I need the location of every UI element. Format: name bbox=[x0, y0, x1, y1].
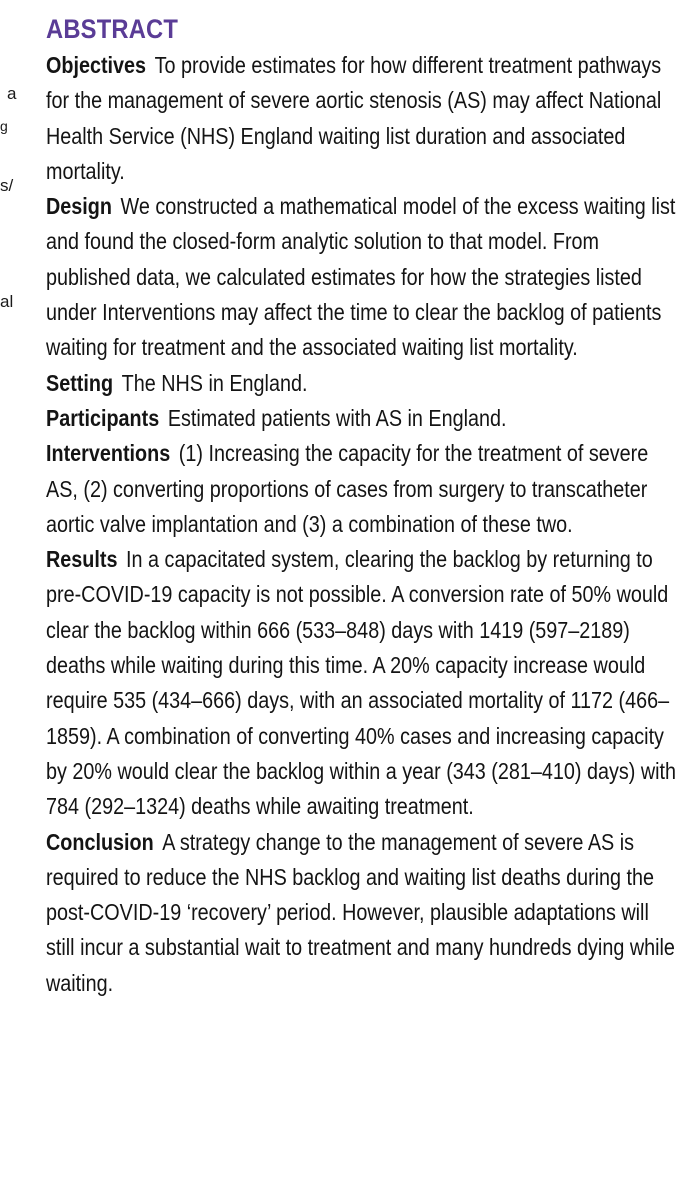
margin-fragment: a bbox=[7, 84, 17, 103]
section-text: In a capacitated system, clearing the backlog by returning to pre-COVID-19 capacity is not possible. A conversion rate of 50% would clear the backlog within 666 (533–848) days with 1419 (597–2189) deaths while waiting during this time. A 20% capacity increase would require 535 (434–666) days, with an associated mortality of 1172 (466–1859). A combination of converting 40% cases and increasing capacity by 20% would clear the backlog within a year (343 (281–410) days) with 784 (292–1324) deaths while awaiting treatment. bbox=[46, 546, 677, 820]
section-label: Setting bbox=[46, 369, 114, 396]
section-label: Results bbox=[46, 546, 118, 573]
abstract-heading: ABSTRACT bbox=[46, 14, 179, 44]
section-text: We constructed a mathematical model of the excess waiting list and found the closed-form analytic solution to that model. From published data, we calculated estimates for how the strategies listed under Interventions may affect the time to clear the backlog of patients waiting for treatment and the associated waiting list mortality. bbox=[46, 193, 676, 361]
margin-fragment: g bbox=[0, 118, 8, 134]
results-section bbox=[46, 542, 676, 824]
section-label: Interventions bbox=[46, 440, 171, 467]
interventions-section bbox=[46, 436, 676, 542]
section-text: The NHS in England. bbox=[121, 369, 308, 396]
section-text: (1) Increasing the capacity for the treatment of severe AS, (2) converting proportions of cases from surgery to transcatheter aortic valve implantation and (3) a combination of these two. bbox=[46, 440, 649, 537]
setting-section bbox=[46, 366, 676, 401]
section-text: A strategy change to the management of severe AS is required to reduce the NHS backlog and waiting list deaths during the post-COVID-19 ‘recovery’ period. However, plausible adaptations will still incur a substantial wait to treatment and many hundreds dying while waiting. bbox=[46, 828, 675, 996]
conclusion-section bbox=[46, 825, 676, 1001]
section-text: To provide estimates for how different treatment pathways for the management of severe aortic stenosis (AS) may affect National Health Service (NHS) England waiting list duration and associated mortality. bbox=[46, 52, 662, 184]
design-section bbox=[46, 189, 676, 365]
section-label: Conclusion bbox=[46, 828, 154, 855]
section-label: Objectives bbox=[46, 52, 147, 78]
participants-section bbox=[46, 401, 676, 436]
left-column-cutoff bbox=[0, 0, 30, 1200]
margin-fragment: s/ bbox=[0, 176, 14, 195]
section-label: Participants bbox=[46, 404, 160, 431]
objectives-section bbox=[46, 48, 676, 189]
section-text: Estimated patients with AS in England. bbox=[167, 404, 507, 431]
section-label: Design bbox=[46, 193, 112, 220]
margin-fragment: al bbox=[0, 292, 14, 311]
abstract-block bbox=[46, 10, 676, 1001]
